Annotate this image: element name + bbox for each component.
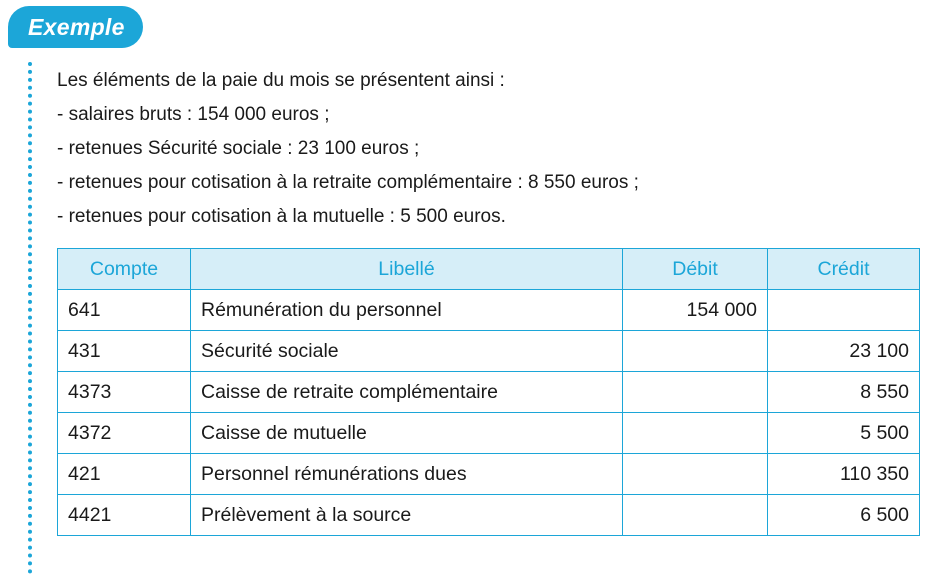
table-row — [58, 413, 920, 454]
cell-credit: 6 500 — [768, 495, 920, 536]
cell-libelle: Caisse de retraite complémentaire — [191, 372, 623, 413]
cell-credit: 8 550 — [768, 372, 920, 413]
table-header-row — [58, 249, 920, 290]
cell-credit: 110 350 — [768, 454, 920, 495]
table-row — [58, 454, 920, 495]
table-row — [58, 372, 920, 413]
cell-libelle: Prélèvement à la source — [191, 495, 623, 536]
cell-debit — [623, 454, 768, 495]
cell-credit — [768, 290, 920, 331]
cell-debit — [623, 413, 768, 454]
header-libelle: Libellé — [191, 249, 623, 290]
table-row — [58, 495, 920, 536]
intro-text — [57, 64, 639, 234]
cell-debit — [623, 495, 768, 536]
intro-line: Les éléments de la paie du mois se présentent ainsi : — [57, 70, 505, 91]
example-badge: Exemple — [8, 6, 143, 48]
header-credit: Crédit — [768, 249, 920, 290]
cell-libelle: Personnel rémunérations dues — [191, 454, 623, 495]
cell-libelle: Sécurité sociale — [191, 331, 623, 372]
journal-table — [57, 248, 920, 536]
table-row — [58, 331, 920, 372]
cell-compte: 641 — [58, 290, 191, 331]
cell-credit: 5 500 — [768, 413, 920, 454]
header-debit: Débit — [623, 249, 768, 290]
intro-line: - retenues pour cotisation à la retraite complémentaire : 8 550 euros ; — [57, 172, 639, 193]
table-row — [58, 290, 920, 331]
cell-debit: 154 000 — [623, 290, 768, 331]
intro-line: - salaires bruts : 154 000 euros ; — [57, 104, 330, 125]
cell-debit — [623, 372, 768, 413]
header-compte: Compte — [58, 249, 191, 290]
intro-line: - retenues pour cotisation à la mutuelle : 5 500 euros. — [57, 206, 506, 227]
dotted-margin-line — [28, 62, 32, 574]
cell-libelle: Caisse de mutuelle — [191, 413, 623, 454]
cell-compte: 421 — [58, 454, 191, 495]
cell-compte: 4372 — [58, 413, 191, 454]
cell-compte: 4421 — [58, 495, 191, 536]
cell-debit — [623, 331, 768, 372]
cell-compte: 431 — [58, 331, 191, 372]
cell-compte: 4373 — [58, 372, 191, 413]
intro-line: - retenues Sécurité sociale : 23 100 euros ; — [57, 138, 420, 159]
cell-credit: 23 100 — [768, 331, 920, 372]
cell-libelle: Rémunération du personnel — [191, 290, 623, 331]
